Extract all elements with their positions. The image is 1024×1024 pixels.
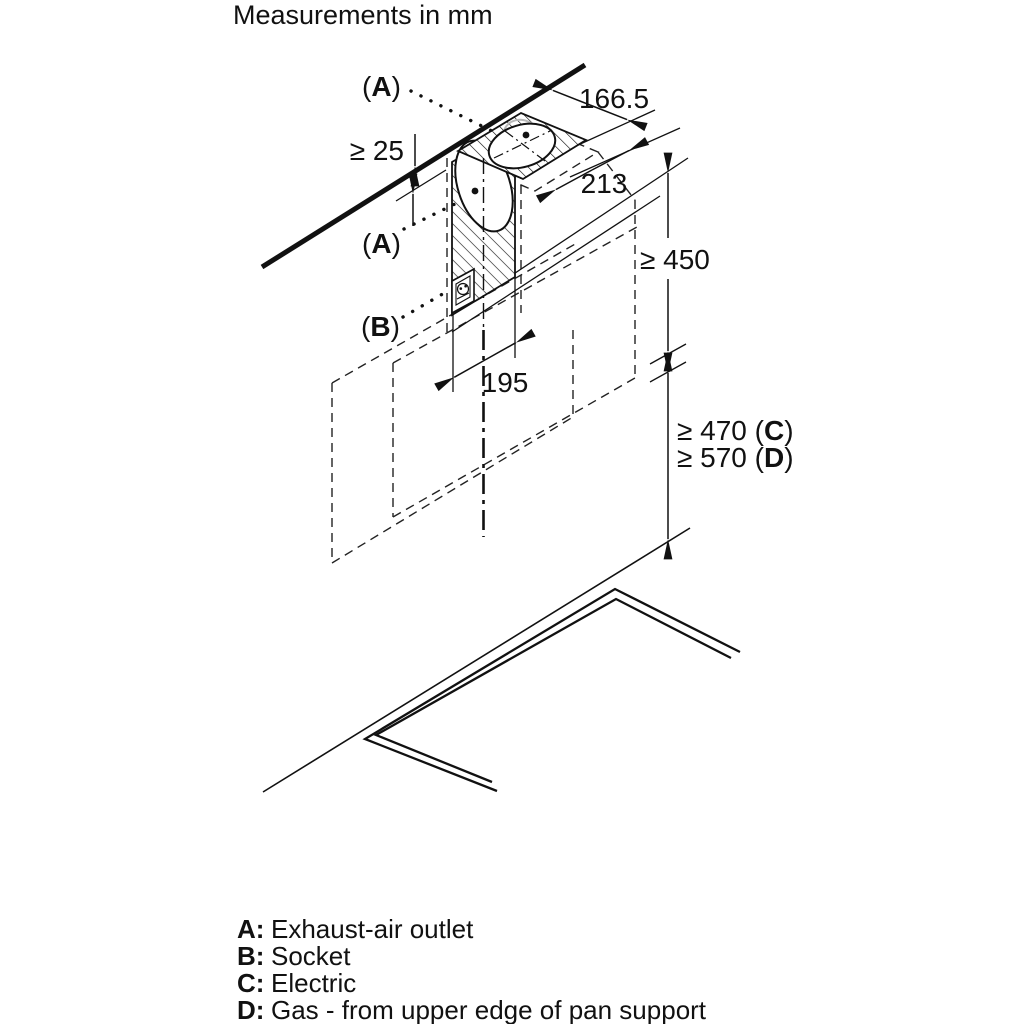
- legend-item-d: D: Gas - from upper edge of pan support: [237, 995, 707, 1024]
- legend-item-b: B: Socket: [237, 941, 351, 971]
- dim-label-213: 213: [580, 168, 628, 199]
- callout-exhaust-wall: (A): [362, 228, 401, 259]
- legend-item-c: C: Electric: [237, 968, 357, 998]
- dim-label-25: ≥ 25: [349, 135, 404, 166]
- page-title: Measurements in mm: [233, 0, 493, 30]
- leader-b-socket: [403, 292, 446, 317]
- callout-socket: (B): [361, 311, 400, 342]
- dim-label-450: ≥ 450: [640, 244, 710, 275]
- dim-label-166-5: 166.5: [578, 83, 650, 114]
- canopy-bottom-front-edge: [332, 417, 573, 563]
- min-clearance-line: [396, 170, 446, 201]
- dim-195-right: [485, 343, 516, 360]
- hob-edge-outer: [365, 589, 740, 791]
- worktop-back-edge: [263, 528, 690, 792]
- legend: [237, 914, 707, 1024]
- dim-label-570-gas: ≥ 570 (D): [677, 442, 794, 473]
- canopy-bottom-rear-edge: [393, 378, 635, 517]
- hob-outline: [263, 528, 740, 792]
- wall-outlet-marker-dot: [472, 188, 479, 195]
- legend-item-a: A: Exhaust-air outlet: [237, 914, 474, 944]
- ceiling-outlet-marker-dot: [523, 132, 530, 139]
- dim-label-195: 195: [481, 367, 529, 398]
- dim-195-left: [454, 360, 485, 377]
- dim-label-470-electric: ≥ 470 (C): [677, 415, 794, 446]
- callout-exhaust-top: (A): [362, 71, 401, 102]
